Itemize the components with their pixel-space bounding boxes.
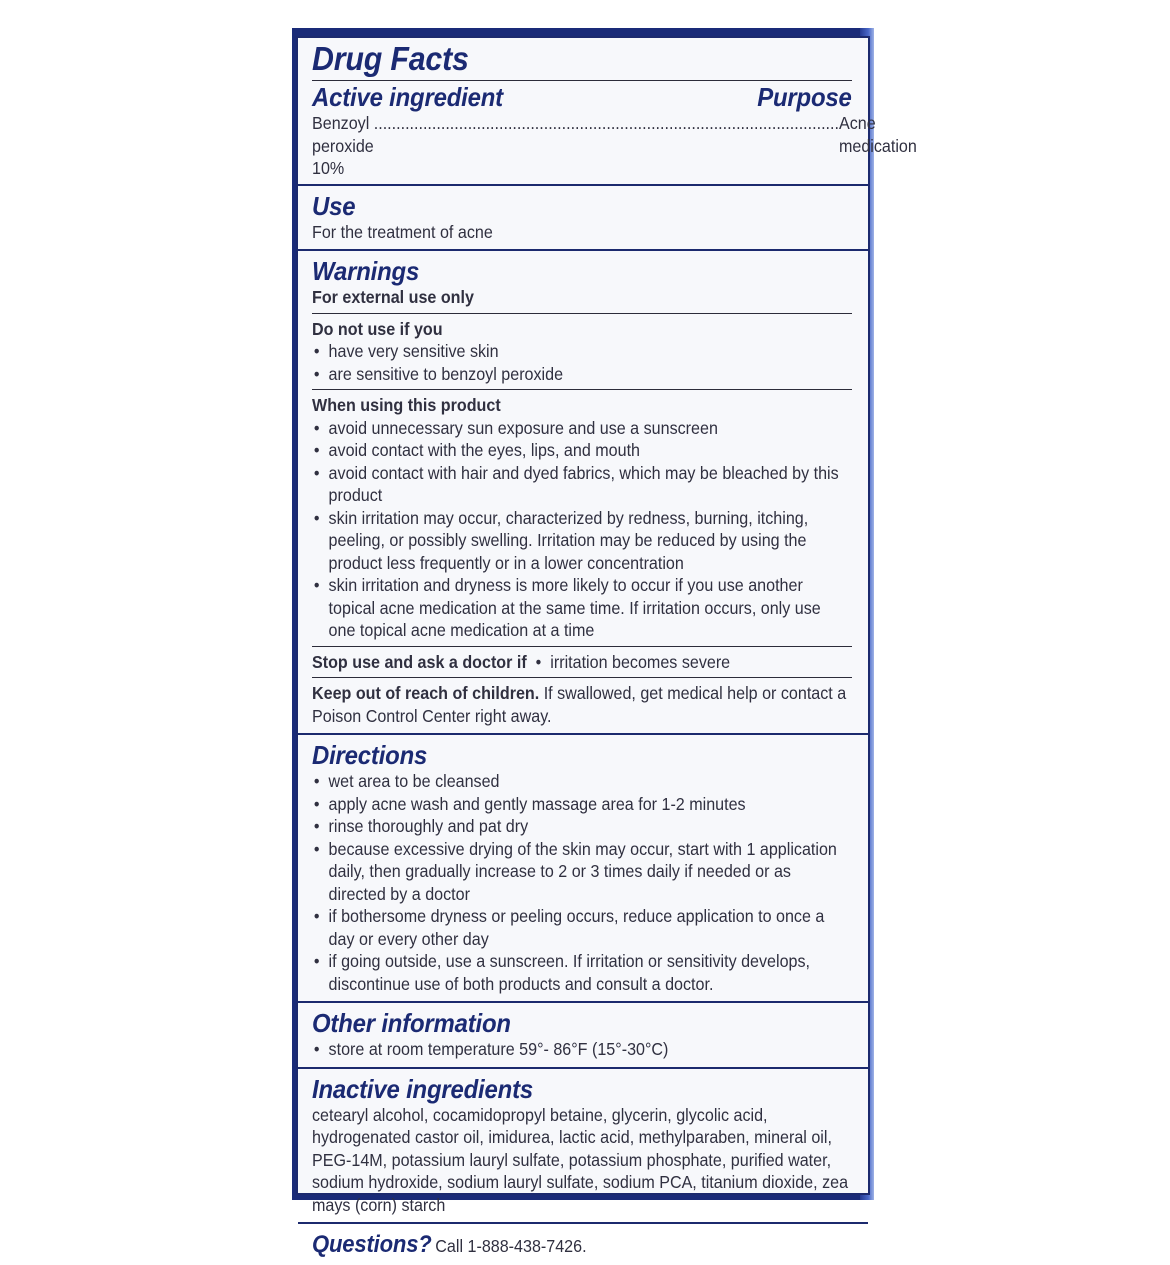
keep-out-row — [312, 682, 849, 727]
inactive-ingredients-text: cetearyl alcohol, cocamidopropyl betaine, glycerin, glycolic acid, hydrogenated castor oil, imidurea, lactic acid, methylparaben, mineral oil, PEG-14M, potassium lauryl sulfate, potassium phosphate, purified water, sodium hydroxide, sodium lauryl sulfate, sodium PCA, titanium dioxide, zea mays (corn) starch — [312, 1104, 849, 1215]
ingredient-purpose: Acne medication — [838, 113, 917, 156]
active-ingredient-heading: Active ingredient — [312, 82, 503, 112]
active-ingredient-row — [312, 112, 917, 180]
list-item: • avoid contact with the eyes, lips, and mouth — [312, 439, 849, 462]
drug-facts-title: Drug Facts — [312, 40, 469, 77]
keep-out-heading: Keep out of reach of children. — [312, 683, 540, 703]
list-item: • if going outside, use a sunscreen. If irritation or sensitivity develops, discontinue use of both products and consult a doctor. — [312, 950, 849, 995]
keep-out-text: If swallowed, get medical help or contact a Poison Control Center right away. — [312, 683, 847, 726]
stop-use-row — [312, 651, 849, 674]
list-item: • wet area to be cleansed — [312, 770, 849, 793]
list-item: • rinse thoroughly and pat dry — [312, 815, 849, 838]
active-ingredient-heading-row — [312, 83, 852, 112]
drug-facts-panel — [296, 36, 917, 1258]
warnings-rule-4 — [312, 677, 852, 678]
use-heading: Use — [312, 190, 356, 221]
title-rule — [312, 80, 852, 81]
questions-section — [298, 1224, 868, 1265]
stop-use-heading: Stop use and ask a doctor if — [312, 651, 527, 672]
list-item: • avoid contact with hair and dyed fabrics, which may be bleached by this product — [312, 462, 849, 507]
list-item: • have very sensitive skin — [312, 340, 849, 363]
other-information-heading: Other information — [312, 1008, 511, 1038]
warnings-rule-3 — [312, 646, 852, 647]
directions-heading: Directions — [312, 740, 428, 770]
directions-section — [298, 735, 868, 1003]
use-section — [298, 186, 868, 252]
questions-text: Call 1-888-438-7426. — [435, 1236, 587, 1256]
inactive-ingredients-heading: Inactive ingredients — [312, 1073, 533, 1104]
bullet-separator: • — [531, 651, 546, 672]
do-not-use-heading: Do not use if you — [312, 318, 443, 339]
when-using-heading: When using this product — [312, 395, 501, 415]
questions-row — [312, 1230, 849, 1259]
list-item: • apply acne wash and gently massage area for 1-2 minutes — [312, 793, 849, 816]
list-item: • if bothersome dryness or peeling occurs, reduce application to once a day or every other day — [312, 905, 849, 950]
warnings-section — [298, 251, 868, 735]
do-not-use-list — [312, 340, 849, 385]
list-item: • skin irritation may occur, characterized by redness, burning, itching, peeling, or possibly swelling. Irritation may be reduced by using the product less frequently or in a lower concentration — [312, 507, 849, 575]
use-text: For the treatment of acne — [312, 221, 493, 242]
list-item: • skin irritation and dryness is more likely to occur if you use another topical acne medication at the same time. If irritation occurs, only use one topical acne medication at a time — [312, 574, 849, 642]
warnings-rule-1 — [312, 313, 852, 314]
inactive-ingredients-section — [298, 1069, 868, 1225]
other-information-list — [312, 1038, 849, 1061]
warnings-rule-2 — [312, 389, 852, 390]
directions-list — [312, 770, 849, 995]
purpose-heading: Purpose — [757, 82, 852, 112]
external-use-text: For external use only — [312, 287, 474, 307]
list-item: • are sensitive to benzoyl peroxide — [312, 363, 849, 386]
stop-use-item: irritation becomes severe — [550, 651, 731, 672]
drug-facts-header — [298, 38, 917, 186]
dot-leader: ........................................................................................................ — [373, 113, 839, 133]
ingredient-name: Benzoyl peroxide 10% — [312, 113, 374, 178]
list-item: • avoid unnecessary sun exposure and use a sunscreen — [312, 417, 849, 440]
list-item: • store at room temperature 59°- 86°F (15°-30°C) — [312, 1038, 849, 1061]
list-item: • because excessive drying of the skin may occur, start with 1 application daily, then gradually increase to 2 or 3 times daily if needed or as directed by a doctor — [312, 838, 849, 906]
other-information-section — [298, 1003, 868, 1069]
when-using-list — [312, 417, 849, 642]
warnings-heading: Warnings — [312, 256, 420, 286]
questions-heading: Questions? — [312, 1231, 432, 1258]
